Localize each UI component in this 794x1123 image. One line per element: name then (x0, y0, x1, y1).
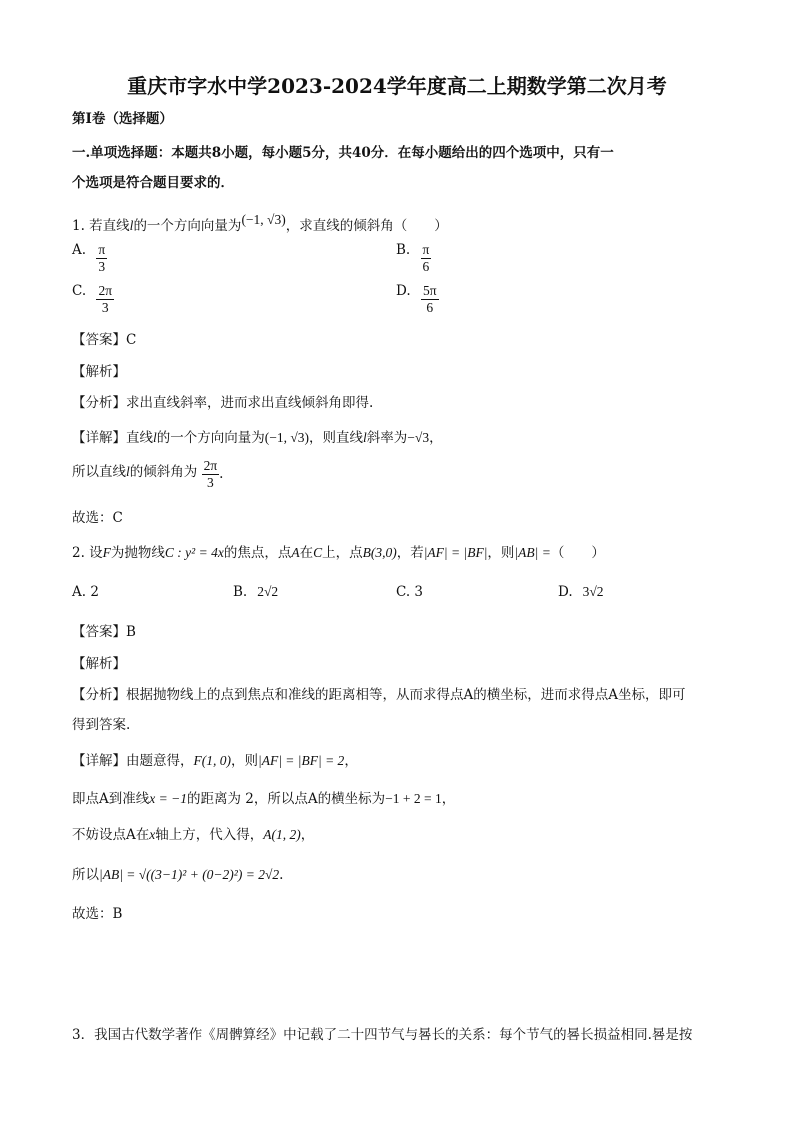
q1-option-a (72, 242, 107, 275)
q1-var-l: l (129, 218, 134, 233)
q1-option-d-label: D. (396, 283, 411, 299)
q2-d1-c: ， (344, 753, 358, 769)
q2-t6: ，则 (487, 545, 515, 561)
q2-fenxi-line2: 得到答案. (72, 717, 131, 733)
q2-F: F (102, 545, 111, 560)
q2-t3: 在 (299, 545, 314, 561)
q1-option-b-label: B. (396, 242, 411, 258)
q1-so-frac (202, 458, 220, 491)
question-1-stem (72, 214, 448, 234)
q2-curve: C : y² = 4x (164, 545, 224, 560)
q2-option-b-label: B. (233, 584, 248, 600)
q1-vector: (−1, √3) (241, 212, 286, 227)
q1-choose: 故选：C (72, 510, 123, 526)
q1-prefix: 1. 若直线 (72, 218, 130, 234)
q1-option-d-num: 5π (422, 283, 437, 298)
q1-conclusion (72, 458, 223, 491)
q2-detail-4 (72, 863, 283, 883)
q2-ask: |AB| = (514, 545, 551, 560)
q1-detail-vector: (−1, √3) (264, 430, 310, 445)
q2-detail-3 (72, 823, 314, 843)
q2-A: A (291, 545, 300, 560)
q1-detail-d: 斜率为 (366, 430, 408, 446)
q2-option-d (558, 584, 604, 600)
q1-fenxi: 【分析】求出直线斜率，进而求出直线倾斜角即得. (72, 395, 374, 411)
q1-detail-e: ， (429, 430, 443, 446)
q2-d2-c: ， (441, 791, 456, 807)
q2-d2-eq: −1 + 2 = 1 (385, 791, 442, 806)
q2-condition: |AF| = |BF| (423, 545, 488, 560)
q2-t5: ，若 (396, 545, 424, 561)
q2-analysis-heading: 【解析】 (72, 656, 126, 672)
q2-t1: 为抛物线 (110, 545, 165, 561)
q2-d1-a: 【详解】由题意得， (72, 753, 194, 769)
q2-d3-x: x (149, 827, 156, 842)
q1-option-d-frac (421, 283, 439, 316)
q1-mid: 的一个方向向量为 (133, 218, 242, 234)
q2-t4: 上，点 (322, 545, 363, 561)
q2-option-d-label: D. (558, 584, 573, 600)
q1-option-c-label: C. (72, 283, 87, 299)
q1-detail-a: 【详解】直线 (72, 430, 153, 446)
q1-option-a-label: A. (72, 242, 87, 258)
q2-d3-c: ， (300, 827, 315, 843)
q2-t2: 的焦点，点 (223, 545, 292, 561)
q2-d1-b: ，则 (231, 753, 258, 769)
q1-answer: 【答案】C (72, 332, 137, 348)
q1-option-a-frac (96, 242, 107, 275)
q1-so-l: l (126, 464, 130, 479)
q2-t7: （ ） (550, 545, 605, 561)
q1-so-b: 的倾斜角为 (129, 464, 198, 480)
part-instructions-line2: 个选项是符合题目要求的． (72, 175, 234, 191)
q2-choose: 故选：B (72, 906, 123, 922)
q2-option-b (233, 584, 278, 600)
question-2-stem (72, 541, 605, 561)
q2-d3-A: A(1, 2) (263, 827, 301, 842)
q1-option-b (396, 242, 431, 275)
q2-d2-b: 的距离为 2，所以点A的横坐标为 (186, 791, 386, 807)
q2-d1-eq: |AF| = |BF| = 2 (258, 753, 345, 768)
q1-option-a-den: 3 (98, 259, 106, 274)
part-instructions-line1: 一.单项选择题：本题共8小题，每小题5分，共40分．在每小题给出的四个选项中，只有一 (72, 145, 614, 161)
q1-option-a-num: π (98, 242, 106, 257)
section-heading: 第Ⅰ卷（选择题） (72, 111, 173, 127)
q2-d3-a: 不妨设点A在 (72, 827, 150, 843)
q1-so-den: 3 (206, 475, 214, 490)
page-title: 重庆市字水中学2023-2024学年度高二上期数学第二次月考 (127, 74, 667, 98)
q1-so-a: 所以直线 (72, 464, 126, 480)
q1-option-b-num: π (422, 242, 430, 257)
q2-answer: 【答案】B (72, 624, 136, 640)
q2-d3-b: 轴上方，代入得， (155, 827, 264, 843)
q2-fenxi-line1: 【分析】根据抛物线上的点到焦点和准线的距离相等，从而求得点A的横坐标，进而求得点A坐标，即可 (72, 687, 686, 703)
q1-detail (72, 426, 443, 446)
q2-d4-end: . (279, 867, 284, 883)
q1-option-b-frac (421, 242, 432, 275)
q1-suffix: ，求直线的倾斜角（ ） (285, 218, 448, 234)
q1-option-d-den: 6 (426, 300, 434, 315)
q1-option-b-den: 6 (422, 259, 430, 274)
q2-option-d-value: 3√2 (582, 584, 604, 599)
q1-so-num: 2π (203, 458, 218, 473)
q1-detail-l: l (153, 430, 157, 445)
q1-detail-slope: −√3 (407, 430, 430, 445)
question-3-stem: 3．我国古代数学著作《周髀算经》中记载了二十四节气与晷长的关系：每个节气的晷长损益相同.晷是按 (72, 1027, 693, 1043)
q2-d2-a: 即点A到准线 (72, 791, 150, 807)
q1-detail-b: 的一个方向向量为 (156, 430, 265, 446)
q2-detail-1 (72, 749, 358, 769)
q1-option-c (72, 283, 114, 316)
q1-option-c-den: 3 (101, 300, 109, 315)
q2-B: B(3,0) (362, 545, 397, 560)
q2-prefix: 2. 设 (72, 545, 103, 561)
q2-d4-a: 所以 (72, 867, 99, 883)
q2-detail-2 (72, 787, 455, 807)
q2-option-a: A. 2 (72, 584, 99, 600)
q2-option-b-value: 2√2 (257, 584, 279, 599)
q1-option-c-frac (96, 283, 114, 316)
q1-analysis-heading: 【解析】 (72, 364, 126, 380)
q1-so-end: . (219, 466, 224, 482)
q2-d2-line: x = −1 (149, 791, 187, 806)
q2-d4-eq: |AB| = √((3−1)² + (0−2)²) = 2√2 (99, 867, 280, 882)
q1-option-d (396, 283, 439, 316)
q1-detail-c: ，则直线 (309, 430, 364, 446)
q2-option-c: C. 3 (396, 584, 424, 600)
q2-d1-F: F(1, 0) (193, 753, 231, 768)
q2-C: C (313, 545, 323, 560)
q1-detail-l2: l (363, 430, 367, 445)
q1-option-c-num: 2π (98, 283, 113, 298)
